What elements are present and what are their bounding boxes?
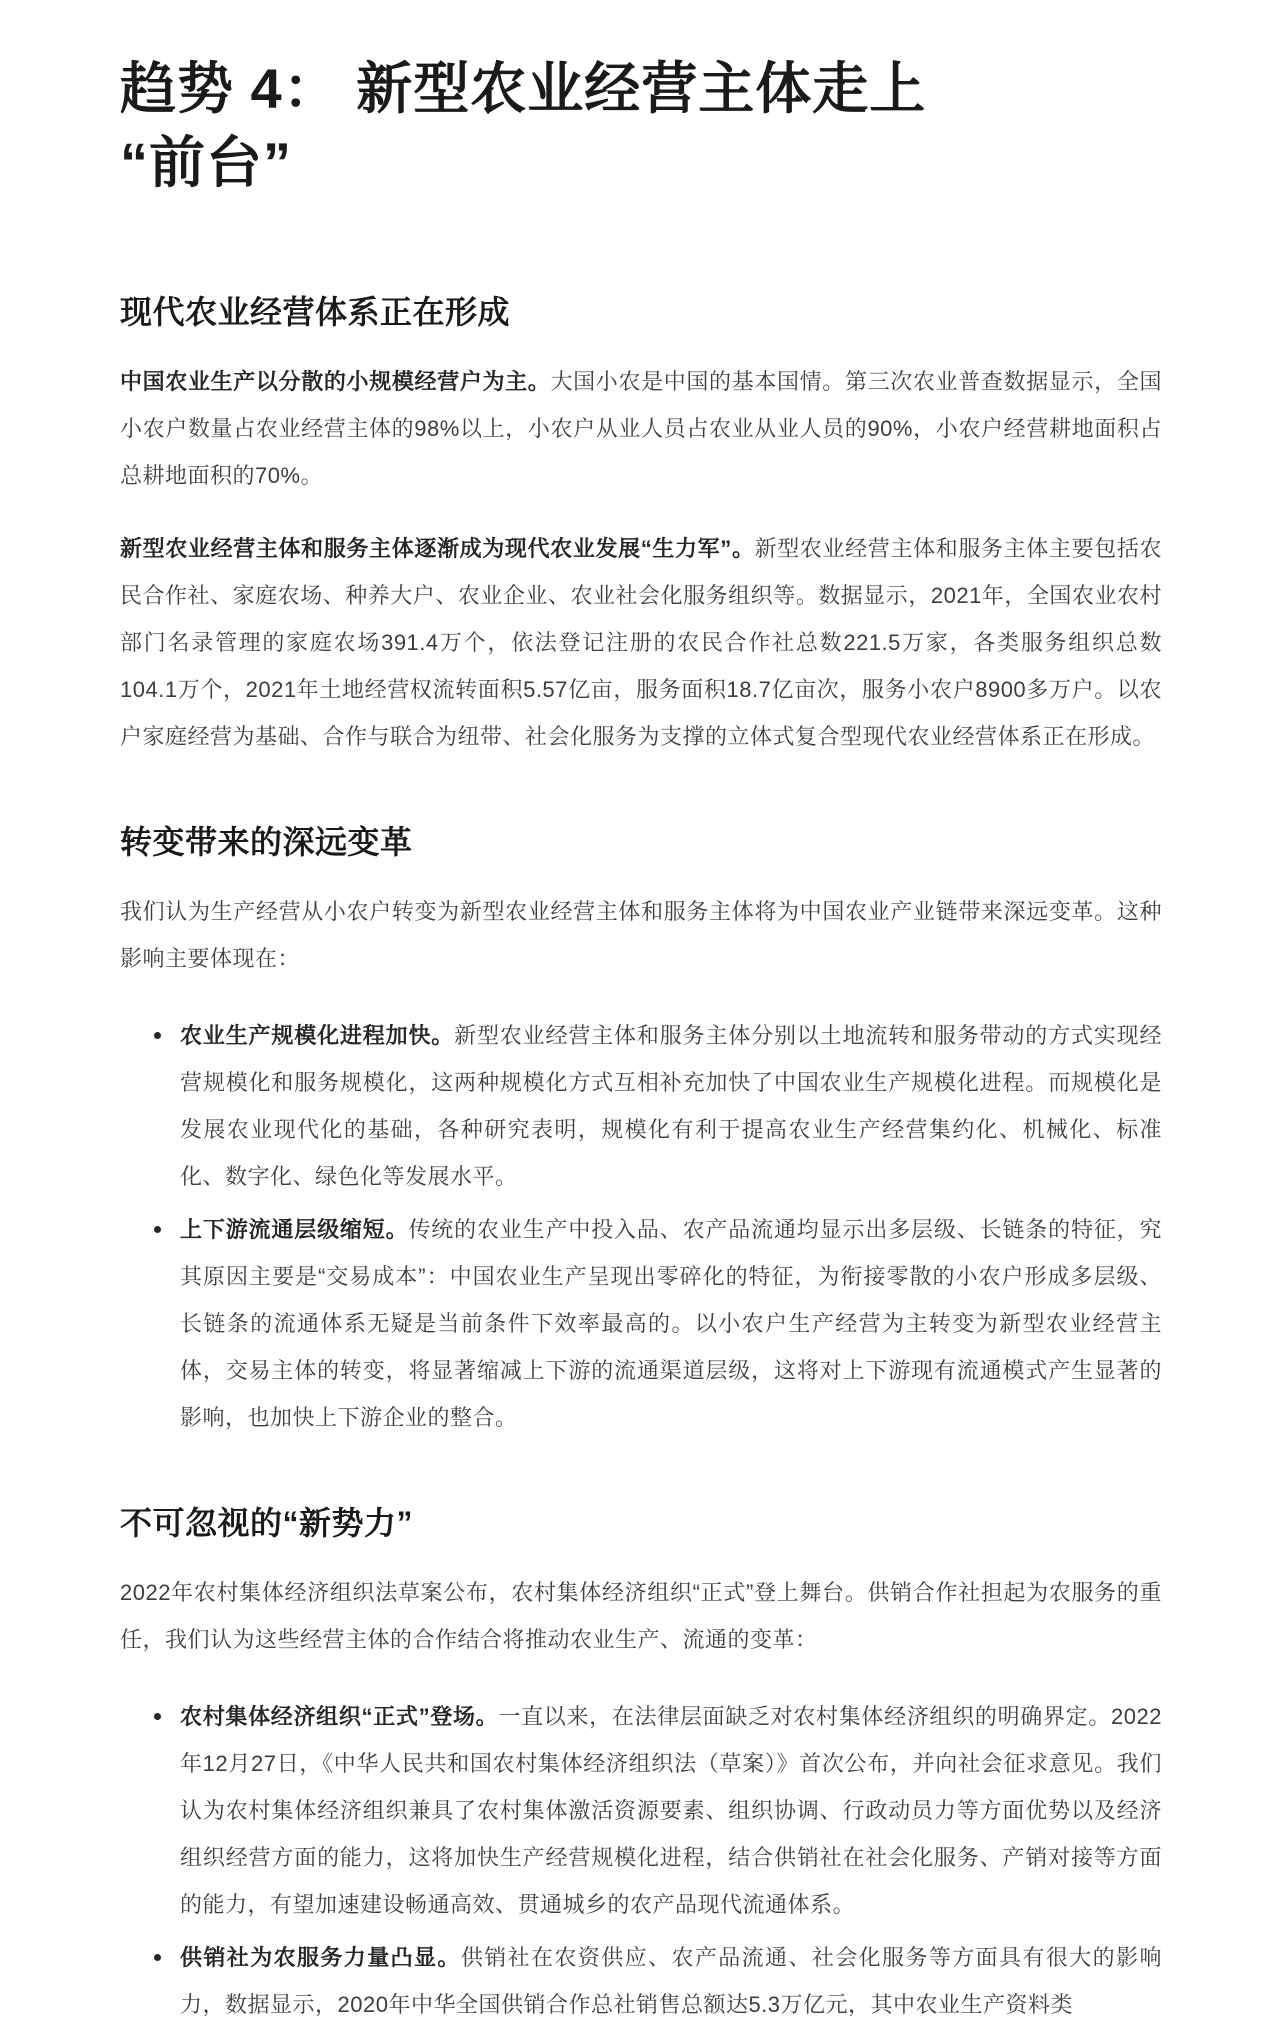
bullet-item-collective-economy bbox=[120, 1693, 1162, 1928]
page-title-line-1: 趋势 4： 新型农业经营主体走上 bbox=[120, 57, 927, 120]
bullet-text: 传统的农业生产中投入品、农产品流通均显示出多层级、长链条的特征，究其原因主要是“交易成本”：中国农业生产呈现出零碎化的特征，为衔接零散的小农户形成多层级、长链条的流通体系无疑是当前条件下效率最高的。以小农户生产经营为主转变为新型农业经营主体，交易主体的转变，将显著缩减上下游的流通渠道层级，这将对上下游现有流通模式产生显著的影响，也加快上下游企业的整合。 bbox=[180, 1216, 1162, 1430]
paragraph-text: 新型农业经营主体和服务主体主要包括农民合作社、家庭农场、种养大户、农业企业、农业社会化服务组织等。数据显示，2021年，全国农业农村部门名录管理的家庭农场391.4万个，依法登记注册的农民合作社总数221.5万家，各类服务组织总数104.1万个，2021年土地经营权流转面积5.57亿亩，服务面积18.7亿亩次，服务小农户8900多万户。以农户家庭经营为基础、合作与联合为纽带、社会化服务为支撑的立体式复合型现代农业经营体系正在形成。 bbox=[120, 535, 1162, 749]
paragraph-lead: 新型农业经营主体和服务主体逐渐成为现代农业发展“生力军”。 bbox=[120, 535, 755, 561]
section-heading-new-forces: 不可忽视的“新势力” bbox=[120, 1504, 414, 1541]
paragraph-smallholder-base bbox=[120, 358, 1162, 499]
paragraph-changes-intro: 我们认为生产经营从小农户转变为新型农业经营主体和服务主体将为中国农业产业链带来深远变革。这种影响主要体现在： bbox=[120, 898, 1162, 971]
paragraph-new-entities bbox=[120, 525, 1162, 760]
bullet-text: 供销社在农资供应、农产品流通、社会化服务等方面具有很大的影响力，数据显示，2020年中华全国供销合作总社销售总额达5.3万亿元，其中农业生产资料类 bbox=[180, 1944, 1162, 2017]
section-heading-profound-changes: 转变带来的深远变革 bbox=[120, 823, 413, 860]
bullet-list-changes bbox=[120, 1012, 1162, 1441]
section-modern-agriculture-system bbox=[120, 292, 1162, 760]
section-new-forces bbox=[120, 1503, 1162, 2028]
section-profound-changes bbox=[120, 822, 1162, 1441]
paragraph-lead: 中国农业生产以分散的小规模经营户为主。 bbox=[120, 368, 551, 394]
bullet-lead: 上下游流通层级缩短。 bbox=[180, 1216, 409, 1242]
bullet-text: 新型农业经营主体和服务主体分别以土地流转和服务带动的方式实现经营规模化和服务规模化，这两种规模化方式互相补充加快了中国农业生产规模化进程。而规模化是发展农业现代化的基础，各种研究表明，规模化有利于提高农业生产经营集约化、机械化、标准化、数字化、绿色化等发展水平。 bbox=[180, 1022, 1162, 1189]
page-title bbox=[120, 52, 1162, 200]
bullet-item-scale-up bbox=[120, 1012, 1162, 1200]
bullet-text: 一直以来，在法律层面缺乏对农村集体经济组织的明确界定。2022年12月27日，《中华人民共和国农村集体经济组织法（草案）》首次公布，并向社会征求意见。我们认为农村集体经济组织兼具了农村集体激活资源要素、组织协调、行政动员力等方面优势以及经济组织经营方面的能力，这将加快生产经营规模化进程，结合供销社在社会化服务、产销对接等方面的能力，有望加速建设畅通高效、贯通城乡的农产品现代流通体系。 bbox=[180, 1703, 1162, 1917]
paragraph-text: 大国小农是中国的基本国情。第三次农业普查数据显示，全国小农户数量占农业经营主体的98%以上，小农户从业人员占农业从业人员的90%，小农户经营耕地面积占总耕地面积的70%。 bbox=[120, 368, 1162, 488]
page-title-line-2: “前台” bbox=[120, 130, 292, 194]
bullet-lead: 农业生产规模化进程加快。 bbox=[180, 1022, 455, 1048]
bullet-lead: 供销社为农服务力量凸显。 bbox=[180, 1944, 461, 1970]
bullet-list-new-forces bbox=[120, 1693, 1162, 2028]
bullet-lead: 农村集体经济组织“正式”登场。 bbox=[180, 1703, 499, 1729]
bullet-item-supply-marketing-coop bbox=[120, 1934, 1162, 2028]
section-heading-modern-system: 现代农业经营体系正在形成 bbox=[120, 293, 511, 330]
bullet-item-shorter-tiers bbox=[120, 1206, 1162, 1441]
paragraph-new-forces-intro: 2022年农村集体经济组织法草案公布，农村集体经济组织“正式”登上舞台。供销合作社担起为农服务的重任，我们认为这些经营主体的合作结合将推动农业生产、流通的变革： bbox=[120, 1579, 1162, 1652]
